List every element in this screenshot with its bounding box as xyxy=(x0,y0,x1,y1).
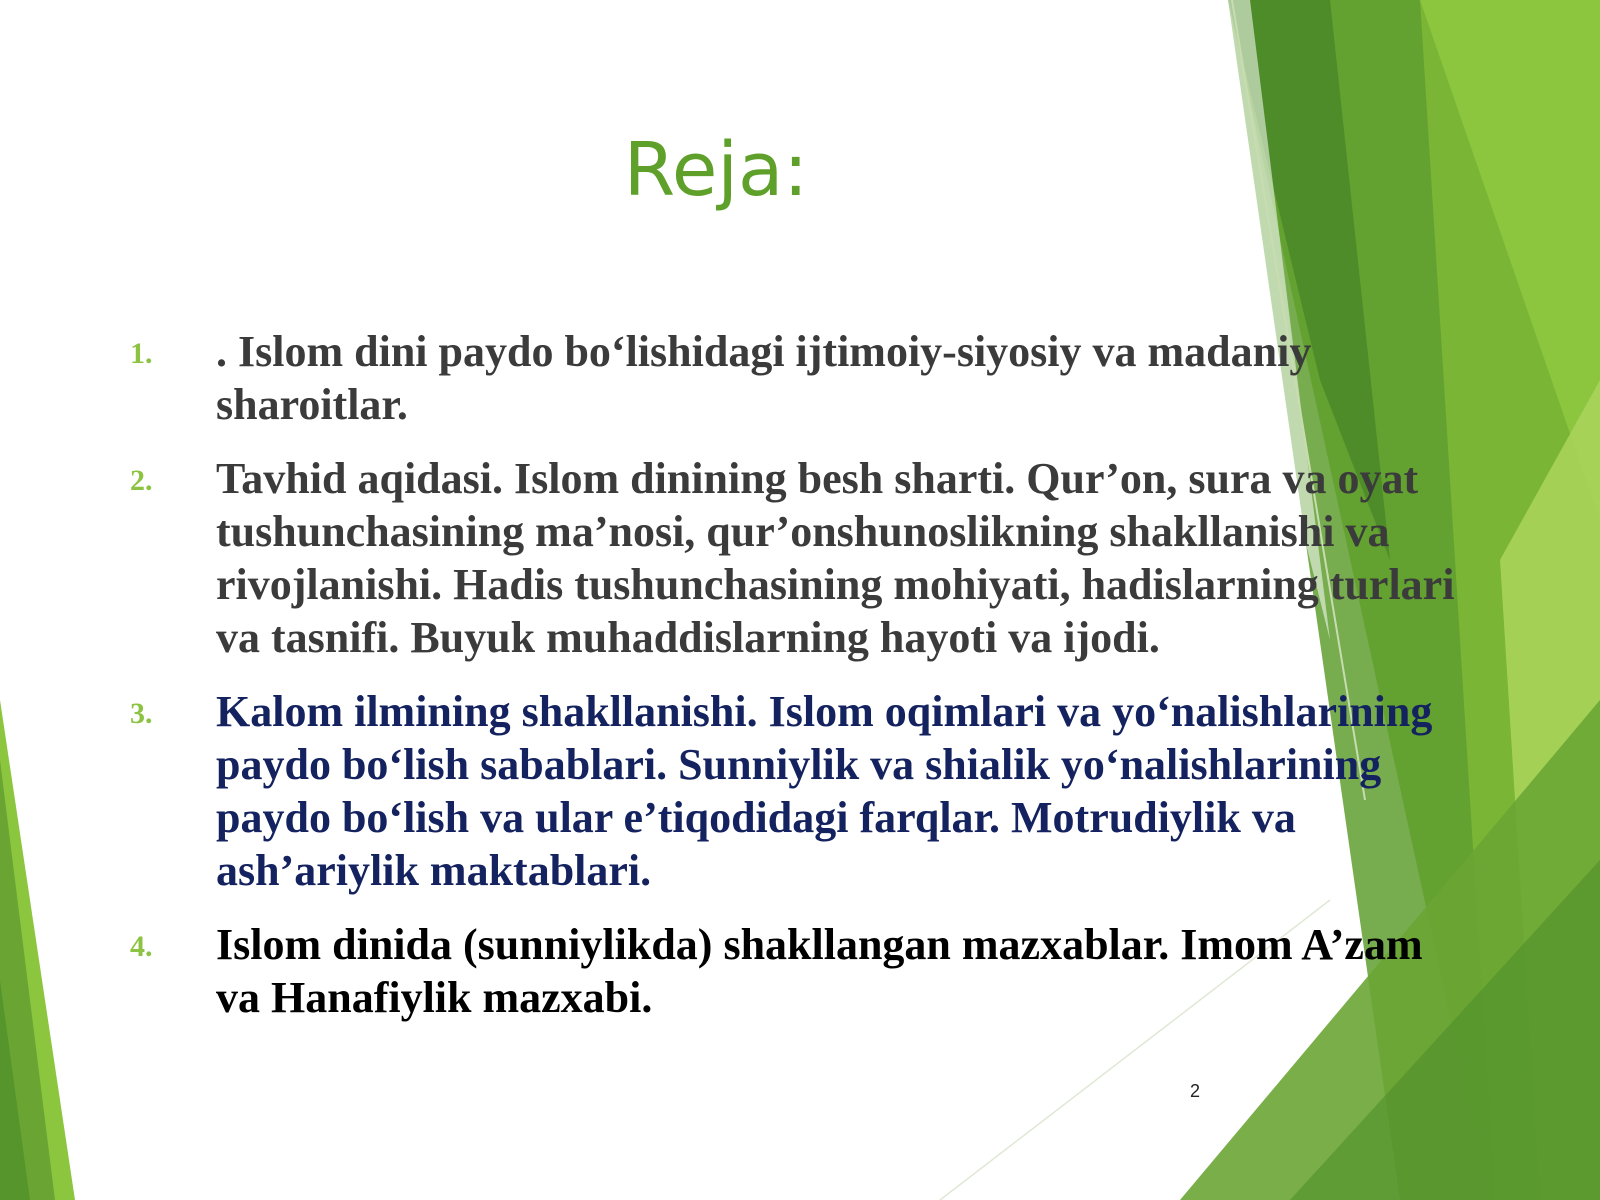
list-item-number: 4. xyxy=(130,930,153,963)
list-item-text: Kalom ilmining shakllanishi. Islom oqimlari va yo‘nalishlarining paydo bo‘lish sabablari. Sunniylik va shialik yo‘nalishlarining paydo bo‘lish va ular e’tiqodidagi farqlar. Motrudiylik va ash’ariylik maktablari. xyxy=(216,687,1433,895)
list-item xyxy=(130,452,1460,664)
plan-list xyxy=(130,325,1460,1045)
list-item-text: Tavhid aqidasi. Islom dinining besh sharti. Qur’on, sura va oyat tushunchasining ma’nosi, qur’onshunoslikning shakllanishi va rivojlanishi. Hadis tushunchasining mohiyati, hadislarning turlari va tasnifi. Buyuk muhaddislarning hayoti va ijodi. xyxy=(216,454,1455,662)
slide-title: Reja: xyxy=(623,127,809,213)
list-item xyxy=(130,325,1460,431)
list-item-number: 1. xyxy=(130,337,153,370)
list-item-number: 3. xyxy=(130,697,153,730)
list-item-text: . Islom dini paydo bo‘lishidagi ijtimoiy-siyosiy va madaniy sharoitlar. xyxy=(216,327,1312,429)
slide-page-number: 2 xyxy=(1190,1081,1201,1101)
list-item xyxy=(130,918,1460,1024)
list-item xyxy=(130,685,1460,897)
list-item-number: 2. xyxy=(130,464,153,497)
list-item-text: Islom dinida (sunniylikda) shakllangan mazxablar. Imom A’zam va Hanafiylik mazxabi. xyxy=(216,920,1423,1022)
